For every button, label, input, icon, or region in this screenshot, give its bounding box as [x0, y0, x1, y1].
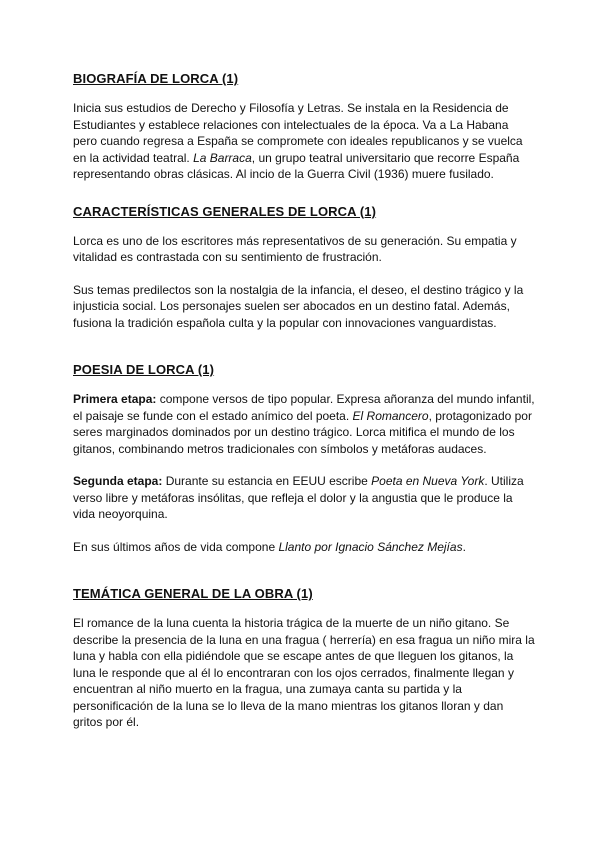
caracteristicas-paragraph-2: Sus temas predilectos son la nostalgia de la infancia, el deseo, el destino trágico y la injusticia social. Los personajes suelen ser abocados en un destino fatal. Además, fusiona la tradición española culta y la popular con innovaciones vanguardistas. [73, 282, 524, 330]
llanto-title: Llanto por Ignacio Sánchez Mejías [278, 539, 463, 554]
primera-etapa-text-a: compone versos de tipo popular. Expresa añoranza del mundo infantil, el paisaje se funde con el estado anímico del poeta. [73, 392, 535, 423]
caracteristicas-paragraph-1: Lorca es uno de los escritores más representativos de su generación. Su empatia y vitalidad es contrastada con su sentimiento de frustración. [73, 233, 517, 264]
section-title-biografia: BIOGRAFÍA DE LORCA (1) [73, 71, 239, 86]
ultimos-anos-text-a: En sus últimos años de vida compone [73, 539, 279, 554]
section-title-poesia: POESIA DE LORCA (1) [73, 362, 215, 377]
segunda-etapa-label: Segunda etapa: [73, 474, 163, 488]
tematica-paragraph: El romance de la luna cuenta la historia trágica de la muerte de un niño gitano. Se describe la presencia de la luna en una fragua ( herrería) en esa fragua un niño mira la luna y habla con ella pidiéndole que se escape antes de que lleguen los gitanos, la luna le responde que al él lo encontraran con los ojos cerrados, finalmente llegan y encuentran al niño muerto en la fragua, una zumaya canta su partida y la personificación de la luna se lo lleva de la mano mientras los gitanos lloran y dan gritos por él. [73, 616, 535, 729]
segunda-etapa-text-a: Durante su estancia en EEUU escribe [162, 474, 372, 488]
primera-etapa-label: Primera etapa: [73, 392, 157, 406]
biografia-paragraph [73, 100, 535, 183]
la-barraca-title: La Barraca [193, 150, 252, 165]
segunda-etapa-text-b: . Utiliza verso libre y metáforas insólitas, que refleja el dolor y la angustia que le produce la vida neoyorquina. [73, 474, 524, 521]
section-title-tematica: TEMÁTICA GENERAL DE LA OBRA (1) [73, 586, 313, 601]
ultimos-anos-text-b: . [462, 539, 466, 554]
section-title-caracteristicas: CARACTERÍSTICAS GENERALES DE LORCA (1) [73, 203, 377, 219]
poeta-en-nueva-york-title: Poeta en Nueva York [371, 474, 485, 488]
primera-etapa-paragraph [73, 391, 535, 457]
ultimos-anos-paragraph [73, 539, 535, 556]
biografia-text-a: Inicia sus estudios de Derecho y Filosofía y Letras. Se instala en la Residencia de Estudiantes y establece relaciones con intelectuales de la época. Va a La Habana pero cuando regresa a España se compromete con ideales republicanos y se vuelca en la actividad teatral. [73, 101, 523, 165]
document-page [73, 70, 535, 731]
el-romancero-title: El Romancero [352, 408, 429, 423]
primera-etapa-text-b: , protagonizado por seres marginados dominados por un destino trágico. Lorca mitifica el mundo de los gitanos, combinando metros tradicionales con símbolos y metáforas audaces. [73, 408, 532, 456]
segunda-etapa-paragraph [73, 473, 535, 523]
biografia-text-b: , un grupo teatral universitario que recorre España representando obras clásicas. Al incio de la Guerra Civil (1936) muere fusilado. [73, 150, 520, 181]
